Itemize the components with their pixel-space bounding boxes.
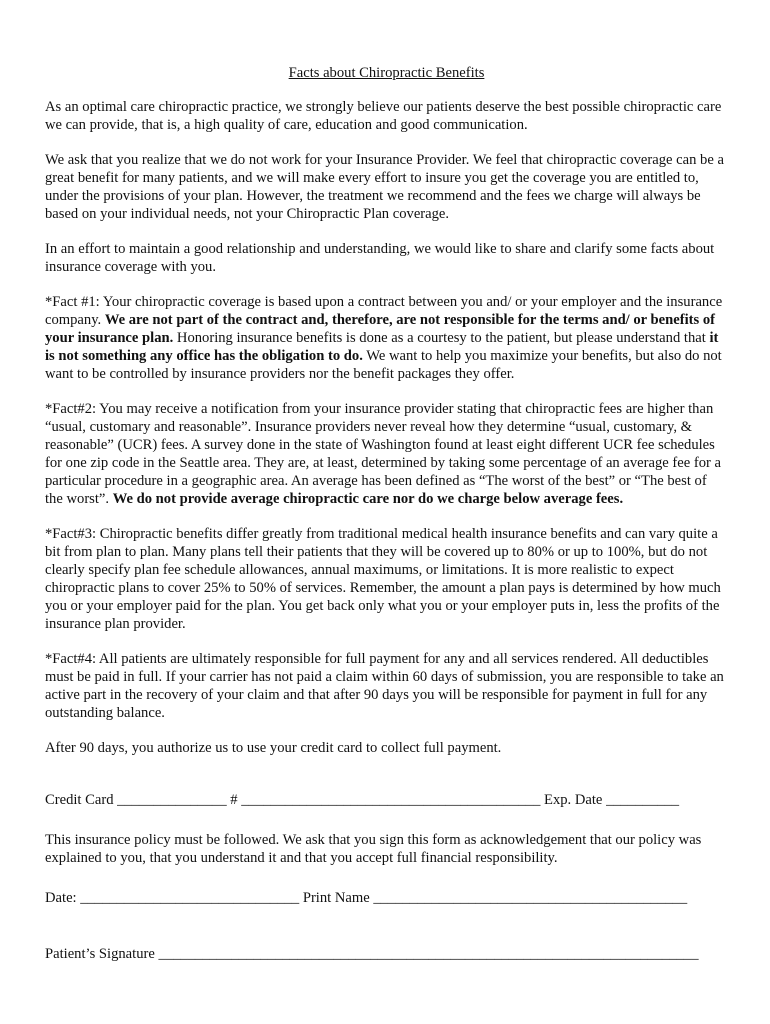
exp-date-field[interactable]: __________ bbox=[606, 792, 680, 808]
print-name-field[interactable]: ___________________________________________ bbox=[373, 890, 688, 906]
fact-4: *Fact#4: All patients are ultimately responsible for full payment for any and all services rendered. All deductibles must be paid in full. If your carrier has not paid a claim within 60 days of submission, you are responsible to take an active part in the recovery of your claim and that after 90 days you will be responsible for payment in full for any outstanding balance. bbox=[45, 651, 724, 721]
date-print-name-line bbox=[45, 889, 728, 907]
fact-3: *Fact#3: Chiropractic benefits differ greatly from traditional medical health insurance benefits and can vary quite a bit from plan to plan. Many plans tell their patients that they will be covered up to 80% or up to 100%, but do not clearly specify plan fee schedule allowances, annual maximums, or limitations. It is more realistic to expect chiropractic plans to cover 25% to 50% of services. Remember, the amount a plan pays is determined by how much you or your employer paid for the plan. You get back only what you or your employer puts in, less the profits of the insurance plan provider. bbox=[45, 526, 721, 632]
authorize-statement: After 90 days, you authorize us to use your credit card to collect full payment. bbox=[45, 740, 502, 756]
fact-1-text-c: Honoring insurance benefits is done as a courtesy to the patient, but please understand that bbox=[173, 330, 710, 346]
acknowledgement-paragraph: This insurance policy must be followed. We ask that you sign this form as acknowledgement that our policy was explained to you, that you understand it and that you accept full financial responsibility. bbox=[45, 832, 702, 866]
signature-line bbox=[45, 945, 728, 963]
fact-1-text-a: *Fact #1: Your chiropractic coverage is based upon a contract between you and/ or your employer and the insurance company. bbox=[45, 294, 723, 328]
date-field[interactable]: ______________________________ bbox=[80, 890, 300, 906]
fact-1-text-e: We want to help you maximize your benefits, but also do not want to be controlled by insurance providers nor the benefit packages they offer. bbox=[45, 348, 722, 382]
credit-card-type-field[interactable]: _______________ bbox=[117, 792, 227, 808]
paragraph-intro: As an optimal care chiropractic practice, we strongly believe our patients deserve the best possible chiropractic care we can provide, that is, a high quality of care, education and good communication. bbox=[45, 99, 722, 133]
fact-2-bold-b: We do not provide average chiropractic care nor do we charge below average fees. bbox=[112, 491, 624, 507]
print-name-label: Print Name bbox=[302, 890, 370, 906]
exp-date-label: Exp. Date bbox=[544, 792, 603, 808]
fact-2-text-a: *Fact#2: You may receive a notification from your insurance provider stating that chiropractic fees are higher than “usual, customary and reasonable”. Insurance providers never reveal how they determine “usual, customary, & reasonable” (UCR) fees. A survey done in the state of Washington found at least eight different UCR fee schedules for one zip code in the Seattle area. They are, at least, determined by taking some percentage of an average fee for a particular procedure in a geographic area. An average has been defined as “The worst of the best” or “The best of the worst”. bbox=[45, 401, 721, 507]
document-title: Facts about Chiropractic Benefits bbox=[288, 65, 485, 81]
date-label: Date: bbox=[45, 890, 77, 906]
paragraph-insurance-provider: We ask that you realize that we do not work for your Insurance Provider. We feel that chiropractic coverage can be a great benefit for many patients, and we will make every effort to insure you get the coverage you are entitled to, under the provisions of your plan. However, the treatment we recommend and the fees we charge will always be based on your individual needs, not your Chiropractic Plan coverage. bbox=[45, 152, 724, 222]
fact-1-bold-d: it is not something any office has the obligation to do. bbox=[45, 330, 719, 364]
signature-field[interactable]: __________________________________________________________________________ bbox=[158, 946, 699, 962]
paragraph-effort: In an effort to maintain a good relationship and understanding, we would like to share and clarify some facts about insurance coverage with you. bbox=[45, 241, 715, 275]
card-number-hash: # bbox=[230, 792, 238, 808]
fact-1 bbox=[45, 293, 728, 383]
credit-card-line bbox=[45, 791, 728, 809]
card-number-field[interactable]: _________________________________________ bbox=[241, 792, 541, 808]
fact-1-bold-b: We are not part of the contract and, therefore, are not responsible for the terms and/ or benefits of your insurance plan. bbox=[45, 312, 715, 346]
signature-label: Patient’s Signature bbox=[45, 946, 155, 962]
document-page bbox=[45, 64, 728, 963]
credit-card-label: Credit Card bbox=[45, 792, 114, 808]
fact-2 bbox=[45, 400, 728, 508]
